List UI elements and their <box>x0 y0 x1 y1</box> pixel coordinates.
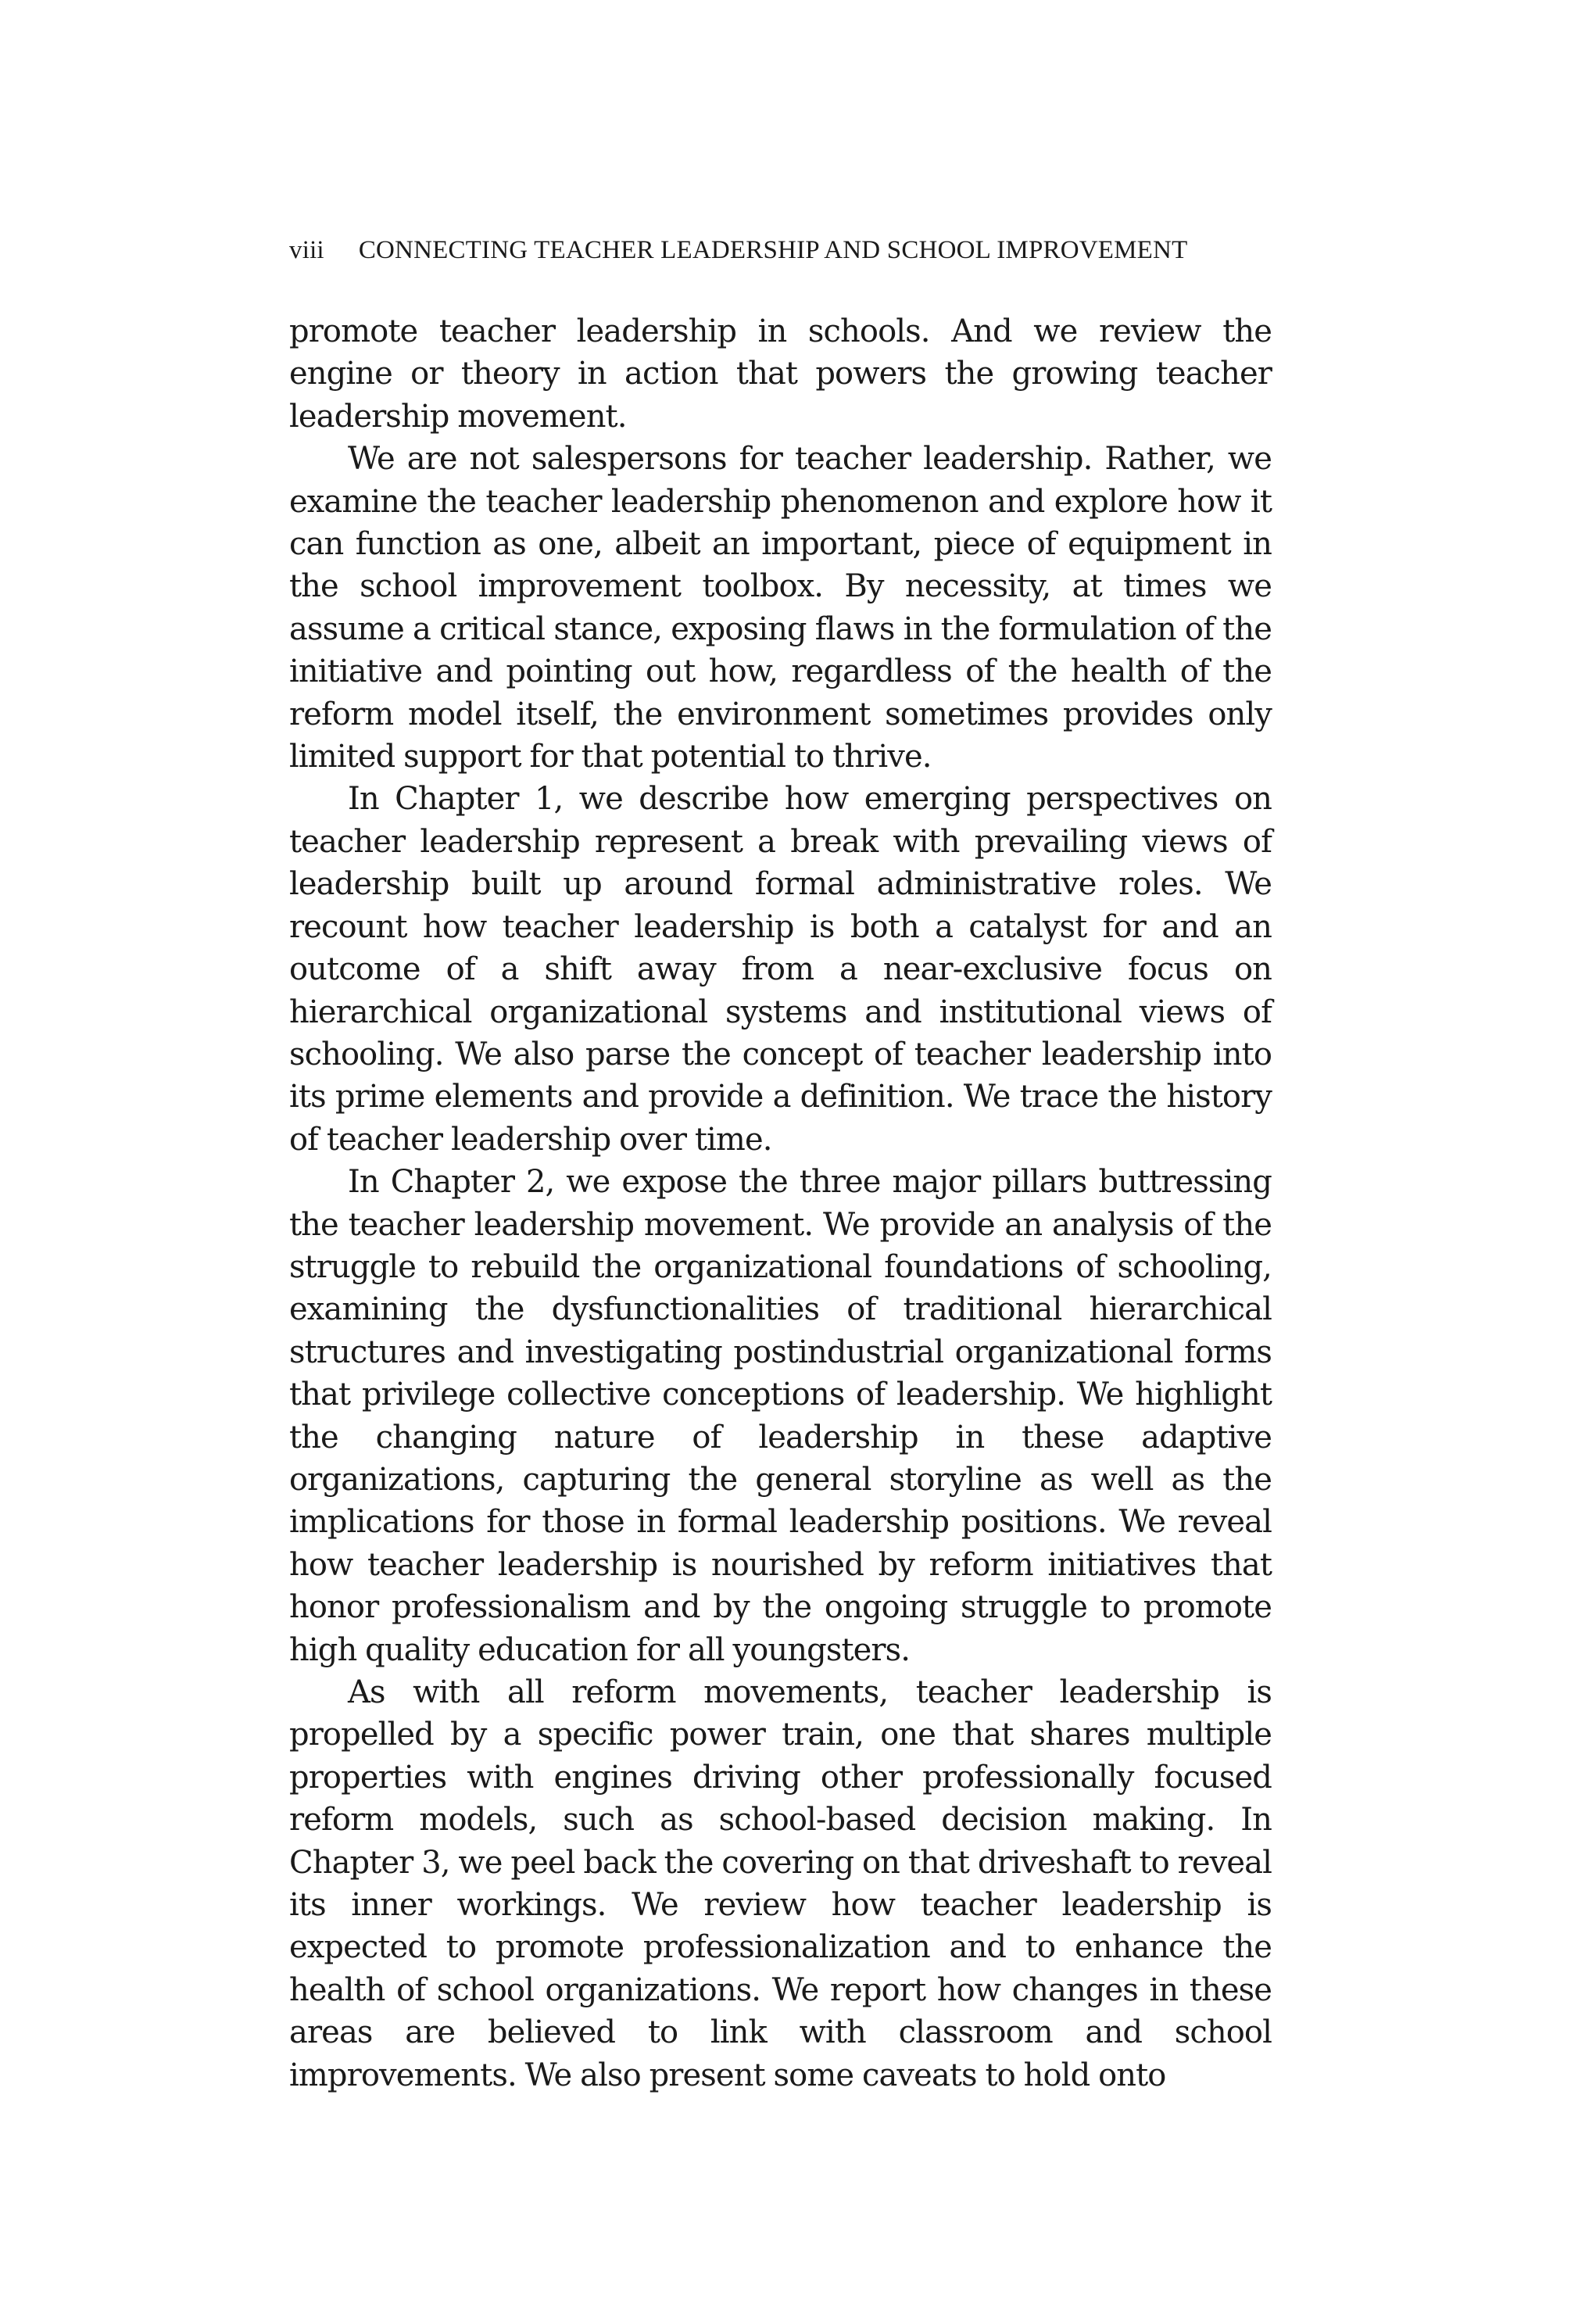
running-head <box>289 235 1274 266</box>
paragraph-chapter-1: In Chapter 1, we describe how emerging perspectives on teacher leadership represent a break with prevailing views of leadership built up around formal administrative roles. We recount how teacher leadership is both a catalyst for and an outcome of a shift away from a near-exclusive focus on hierarchical organizational systems and institutional views of schooling. We also parse the concept of teacher leadership into its prime elements and provide a definition. We trace the history of teacher leadership over time. <box>289 781 1272 1158</box>
running-title: CONNECTING TEACHER LEADERSHIP AND SCHOOL IMPROVEMENT <box>358 236 1188 264</box>
paragraph-continuation: promote teacher leadership in schools. And we review the engine or theory in action that powers the growing teacher leadership movement. <box>289 313 1272 435</box>
paragraph-chapter-3: As with all reform movements, teacher leadership is propelled by a specific power train, one that shares multiple properties with engines driving other professionally focused reform models, such as school-based decision making. In Chapter 3, we peel back the covering on that driveshaft to reveal its inner workings. We review how teacher leadership is expected to promote professionalization and to enhance the health of school organizations. We report how changes in these areas are believed to link with classroom and school improvements. We also present some caveats to hold onto <box>289 1674 1272 2093</box>
paragraph-chapter-2: In Chapter 2, we expose the three major pillars buttressing the teacher leadership movement. We provide an analysis of the struggle to rebuild the organizational foundations of schooling, examining the dysfunctionalities of traditional hierarchical structures and investigating postindustrial organizational forms that privilege collective conceptions of leadership. We highlight the changing nature of leadership in these adaptive organizations, capturing the general storyline as well as the implications for those in formal leadership positions. We reveal how teacher leadership is nourished by reform initiatives that honor professionalism and by the ongoing struggle to promote high quality education for all youngsters. <box>289 1164 1272 1668</box>
page-number: viii <box>289 236 324 264</box>
paragraph-not-salespersons: We are not salespersons for teacher leadership. Rather, we examine the teacher leadership phenomenon and explore how it can function as one, albeit an important, piece of equipment in the school improvement toolbox. By necessity, at times we assume a critical stance, exposing flaws in the formulation of the initiative and pointing out how, regardless of the health of the reform model itself, the environment sometimes provides only limited support for that potential to thrive. <box>289 441 1272 775</box>
body-text <box>289 310 1272 2097</box>
